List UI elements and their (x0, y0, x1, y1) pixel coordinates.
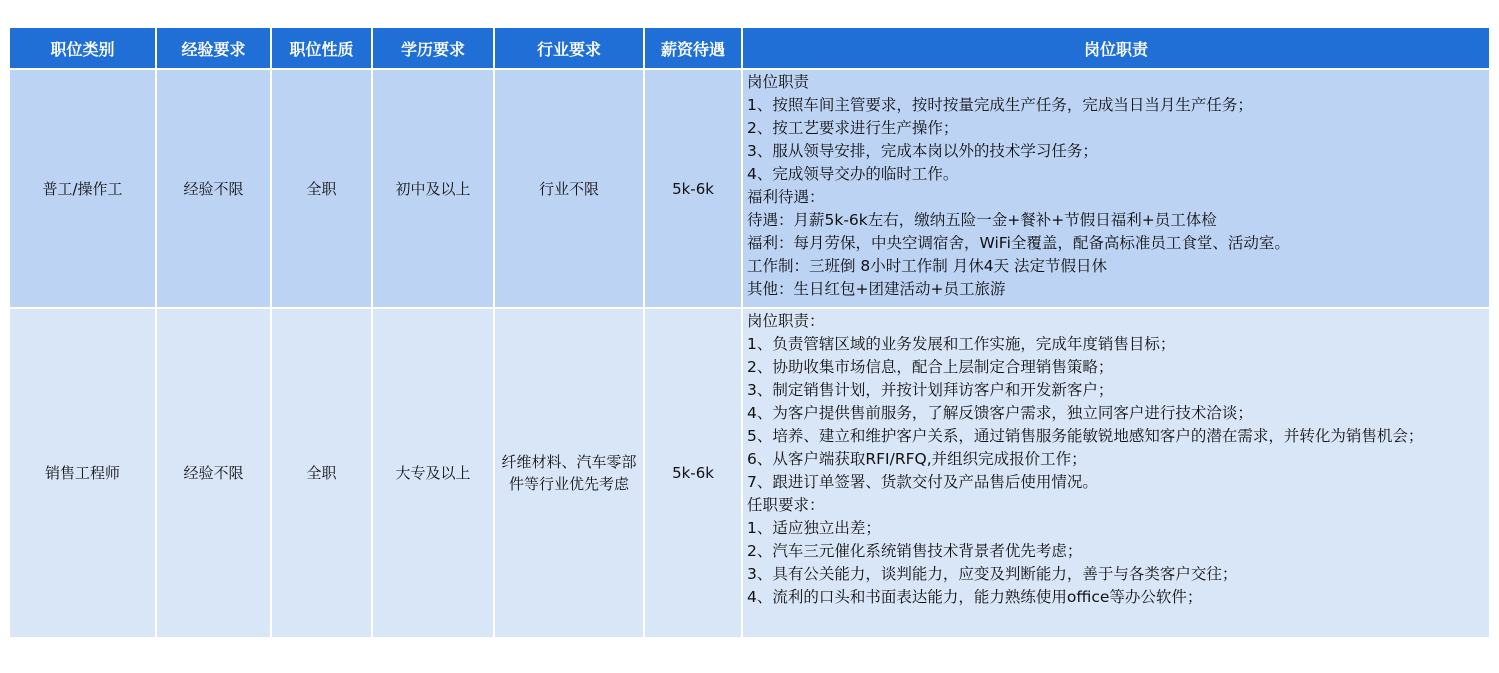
cell-duties (742, 308, 1490, 638)
duty-line: 7、跟进订单签署、货款交付及产品售后使用情况。 (747, 473, 1098, 491)
cell-salary: 5k-6k (644, 69, 742, 308)
header-experience: 经验要求 (156, 27, 271, 69)
cell-type: 全职 (271, 308, 372, 638)
cell-type: 全职 (271, 69, 372, 308)
cell-category: 销售工程师 (9, 308, 156, 638)
cell-duties (742, 69, 1490, 308)
duty-line: 4、流利的口头和书面表达能力，能力熟练使用office等办公软件； (747, 588, 1203, 606)
header-salary: 薪资待遇 (644, 27, 742, 69)
header-industry: 行业要求 (494, 27, 644, 69)
duty-line: 3、制定销售计划，并按计划拜访客户和开发新客户； (747, 381, 1114, 399)
cell-experience: 经验不限 (156, 69, 271, 308)
duty-line: 待遇：月薪5k-6k左右，缴纳五险一金+餐补+节假日福利+员工体检 (747, 211, 1217, 229)
duty-line: 4、完成领导交办的临时工作。 (747, 165, 959, 183)
header-education: 学历要求 (372, 27, 494, 69)
duty-line: 2、协助收集市场信息，配合上层制定合理销售策略； (747, 358, 1114, 376)
duty-line: 岗位职责： (747, 312, 825, 330)
duty-line: 6、从客户端获取RFI/RFQ,并组织完成报价工作； (747, 450, 1087, 468)
cell-education: 初中及以上 (372, 69, 494, 308)
duty-line: 1、负责管辖区域的业务发展和工作实施，完成年度销售目标； (747, 335, 1176, 353)
cell-category: 普工/操作工 (9, 69, 156, 308)
duty-line: 福利：每月劳保，中央空调宿舍，WiFi全覆盖，配备高标准员工食堂、活动室。 (747, 234, 1290, 252)
header-row (9, 27, 1490, 69)
duty-line: 4、为客户提供售前服务，了解反馈客户需求，独立同客户进行技术洽谈； (747, 404, 1253, 422)
cell-salary: 5k-6k (644, 308, 742, 638)
header-duties: 岗位职责 (742, 27, 1490, 69)
duty-line: 福利待遇： (747, 188, 825, 206)
duty-line: 任职要求： (747, 496, 825, 514)
cell-education: 大专及以上 (372, 308, 494, 638)
duty-line: 1、按照车间主管要求，按时按量完成生产任务，完成当日当月生产任务； (747, 96, 1253, 114)
duty-line: 3、具有公关能力，谈判能力，应变及判断能力，善于与各类客户交往； (747, 565, 1238, 583)
jobs-table (8, 26, 1491, 639)
duty-line: 岗位职责 (747, 73, 810, 91)
duty-line: 工作制：三班倒 8小时工作制 月休4天 法定节假日休 (747, 257, 1108, 275)
duty-line: 其他：生日红包+团建活动+员工旅游 (747, 280, 1006, 298)
header-category: 职位类别 (9, 27, 156, 69)
duty-line: 5、培养、建立和维护客户关系，通过销售服务能敏锐地感知客户的潜在需求，并转化为销售机会； (747, 427, 1424, 445)
duty-line: 2、按工艺要求进行生产操作； (747, 119, 959, 137)
table-row (9, 308, 1490, 638)
duty-line: 1、适应独立出差； (747, 519, 881, 537)
cell-industry: 纤维材料、汽车零部件等行业优先考虑 (494, 308, 644, 638)
header-type: 职位性质 (271, 27, 372, 69)
duty-line: 3、服从领导安排，完成本岗以外的技术学习任务； (747, 142, 1098, 160)
cell-industry: 行业不限 (494, 69, 644, 308)
cell-experience: 经验不限 (156, 308, 271, 638)
table-row (9, 69, 1490, 308)
duty-line: 2、汽车三元催化系统销售技术背景者优先考虑； (747, 542, 1083, 560)
